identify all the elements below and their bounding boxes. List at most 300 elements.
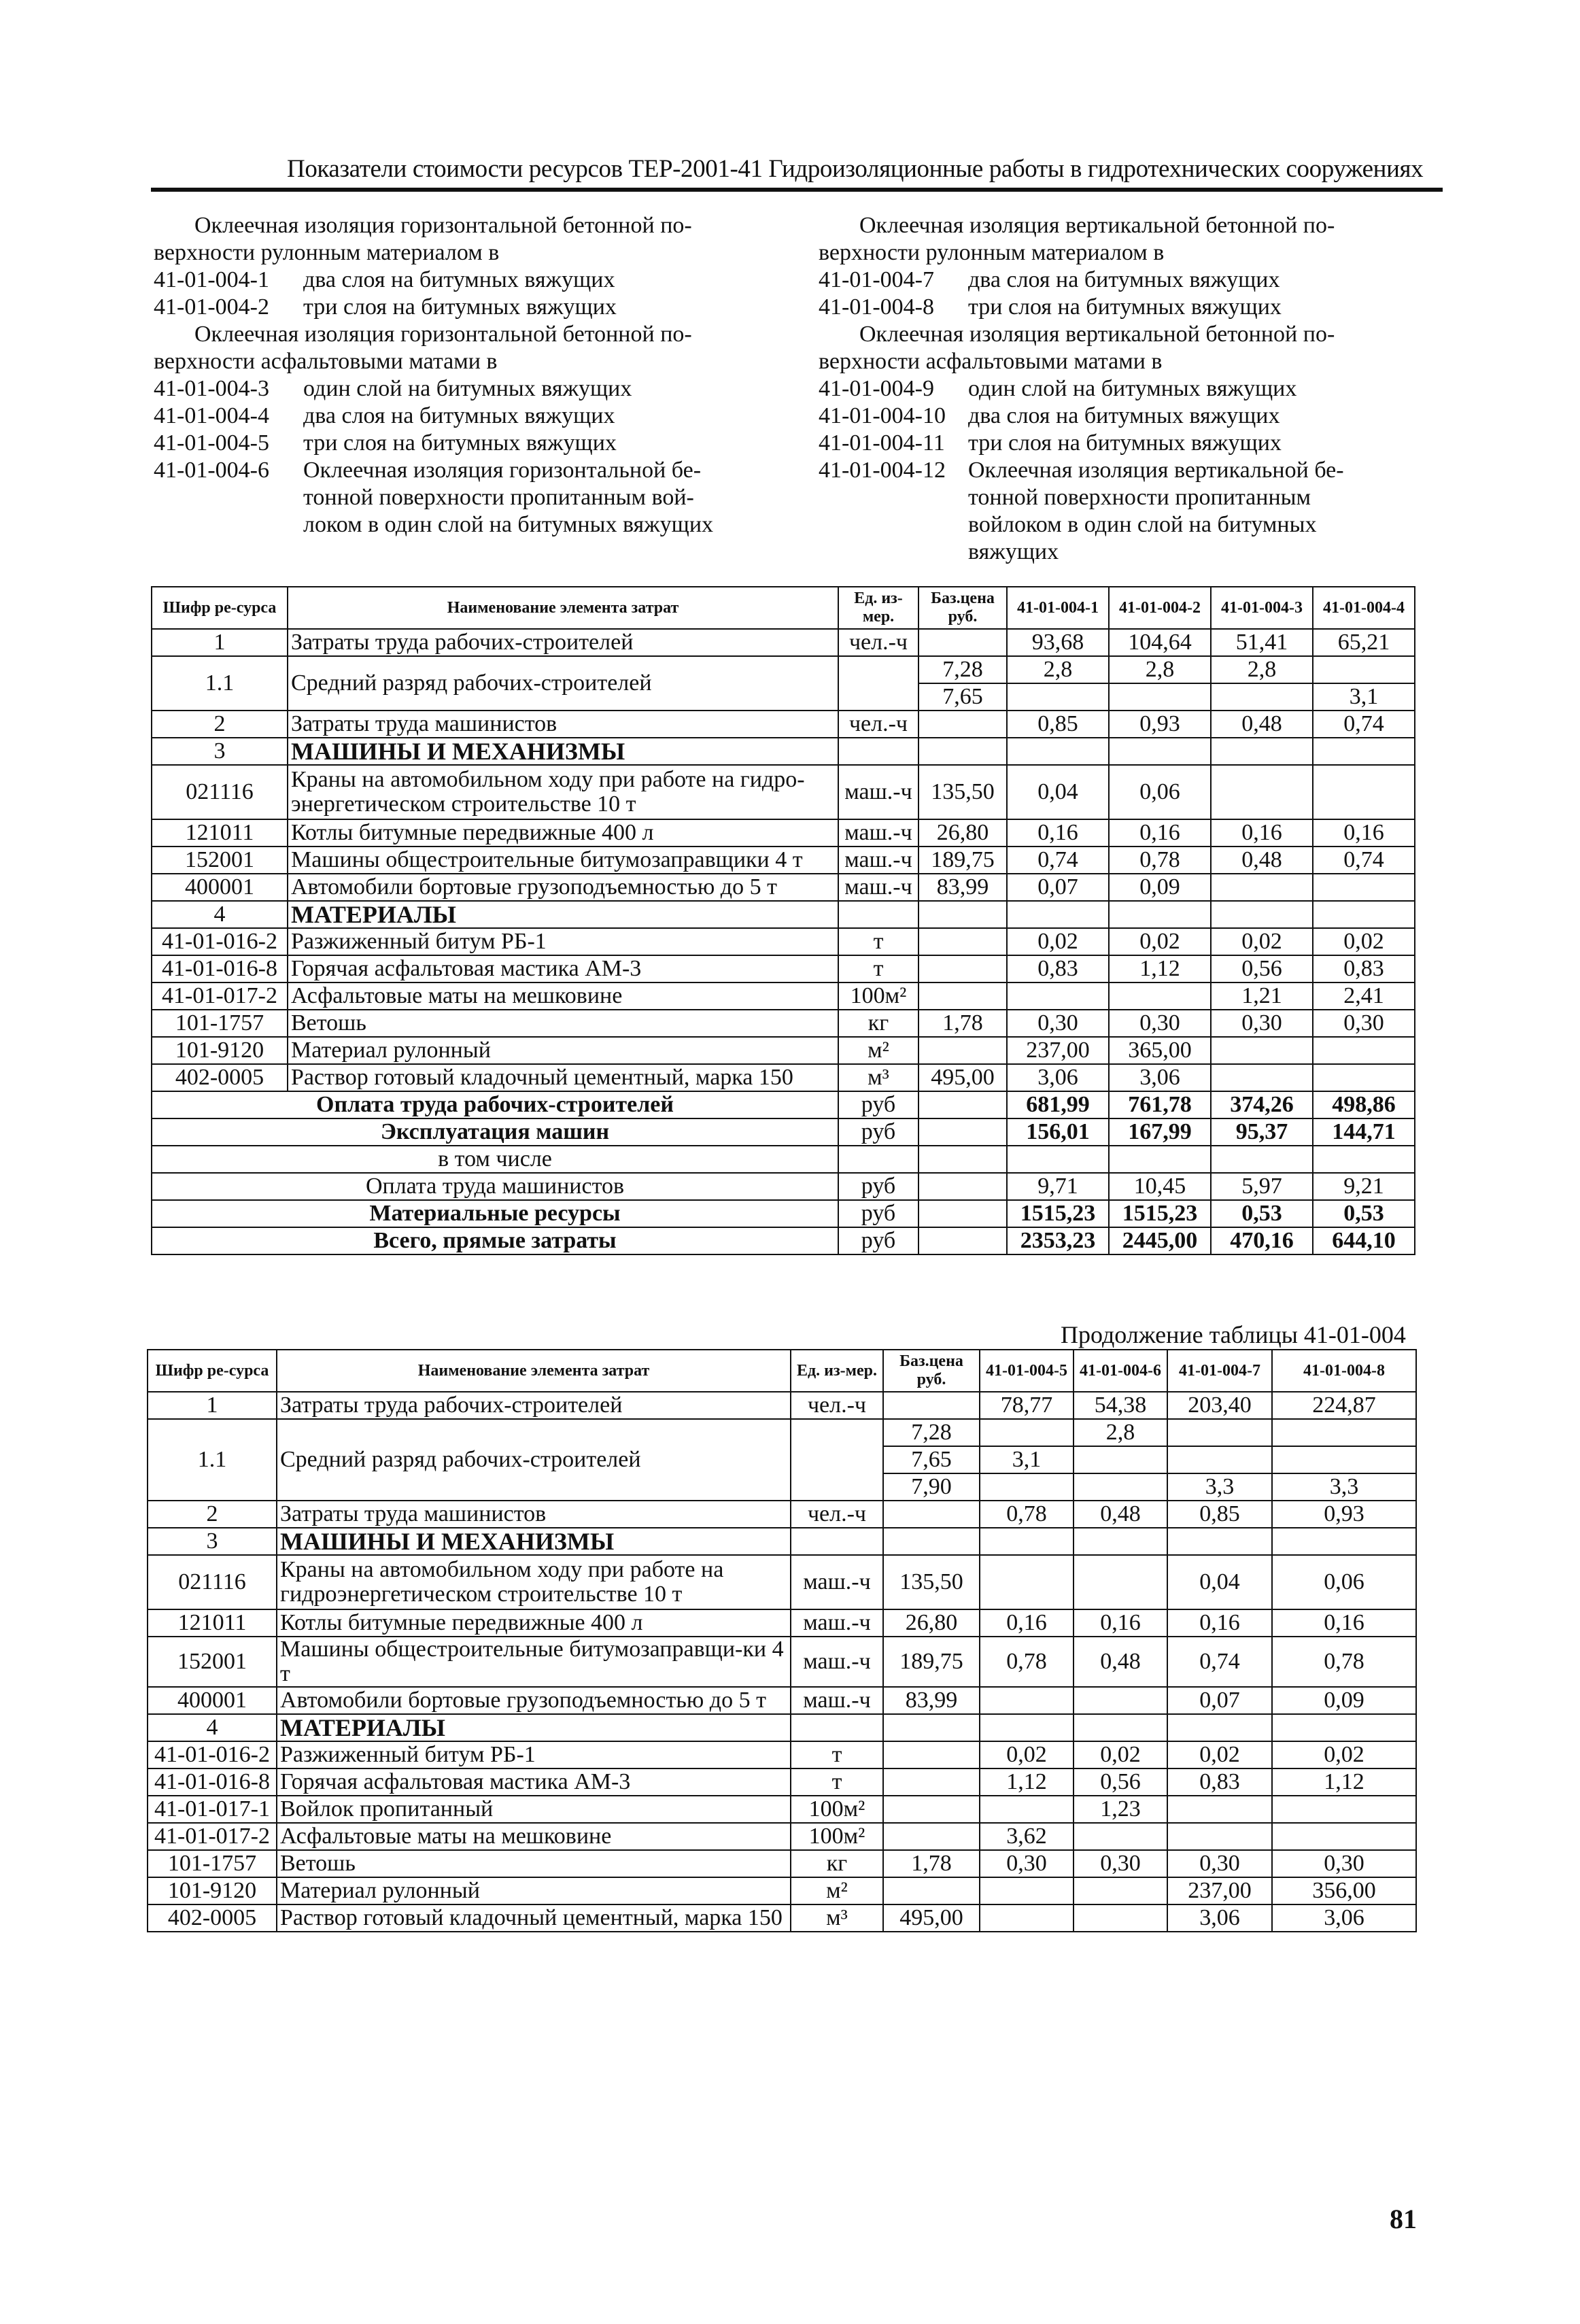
column-header: 41-01-004-3 xyxy=(1211,587,1313,629)
value-cell: 0,30 xyxy=(1313,1010,1415,1037)
column-header: 41-01-004-1 xyxy=(1007,587,1109,629)
value-cell: 0,78 xyxy=(1272,1637,1416,1687)
value-cell: 0,16 xyxy=(1211,819,1313,847)
element-name: Горячая асфальтовая мастика АМ-3 xyxy=(277,1768,791,1796)
resource-code: 101-9120 xyxy=(152,1037,288,1064)
value-cell xyxy=(1167,1823,1272,1850)
intro-text: три слоя на битумных вяжущих xyxy=(968,430,1282,456)
value-cell xyxy=(1313,901,1415,928)
value-cell: 0,16 xyxy=(1109,819,1211,847)
value-cell xyxy=(1272,1823,1416,1850)
intro-code: 41-01-004-2 xyxy=(154,294,269,320)
base-price xyxy=(883,1768,980,1796)
section-row xyxy=(148,1714,1416,1741)
intro-text: Оклеечная изоляция горизонтальной бе- xyxy=(303,458,702,483)
base-price xyxy=(918,901,1007,928)
summary-value xyxy=(1007,1146,1109,1173)
column-header: Шифр ре-сурса xyxy=(148,1350,277,1392)
value-cell xyxy=(1074,1473,1167,1501)
element-name: Автомобили бортовые грузоподъемностью до 5 т xyxy=(277,1687,791,1714)
column-header: Шифр ре-сурса xyxy=(152,587,288,629)
value-cell: 0,83 xyxy=(1167,1768,1272,1796)
resource-code: 101-1757 xyxy=(152,1010,288,1037)
intro-item xyxy=(154,484,800,511)
header-title: Показатели стоимости ресурсов ТЕР-2001-41 Гидроизоляционные работы в гидротехнических сооружениях xyxy=(287,155,1424,183)
value-cell: 0,93 xyxy=(1272,1501,1416,1528)
resource-code: 402-0005 xyxy=(152,1064,288,1091)
intro-item xyxy=(819,484,1464,511)
resource-code: 1 xyxy=(152,629,288,656)
element-name: Материал рулонный xyxy=(288,1037,838,1064)
value-cell xyxy=(1272,1419,1416,1446)
intro-item xyxy=(819,511,1464,539)
value-cell: 0,85 xyxy=(1007,711,1109,738)
resource-code: 2 xyxy=(148,1501,277,1528)
intro-item xyxy=(819,403,1464,430)
intro-text: войлоком в один слой на битумных xyxy=(968,512,1317,537)
value-cell xyxy=(1074,1823,1167,1850)
value-cell: 0,30 xyxy=(1007,1010,1109,1037)
summary-unit: руб xyxy=(838,1118,918,1146)
summary-value: 1515,23 xyxy=(1109,1200,1211,1227)
column-header: 41-01-004-8 xyxy=(1272,1350,1416,1392)
table-row xyxy=(152,847,1415,874)
base-price: 1,78 xyxy=(918,1010,1007,1037)
value-cell: 0,30 xyxy=(1074,1850,1167,1877)
unit xyxy=(838,901,918,928)
value-cell xyxy=(1313,656,1415,683)
element-name: Котлы битумные передвижные 400 л xyxy=(277,1609,791,1637)
value-cell: 0,09 xyxy=(1272,1687,1416,1714)
summary-label: Оплата труда машинистов xyxy=(152,1173,838,1200)
table-row xyxy=(148,1609,1416,1637)
intro-item xyxy=(154,375,800,403)
table-row xyxy=(148,1637,1416,1687)
intro-item xyxy=(819,267,1464,294)
value-cell: 0,16 xyxy=(980,1609,1074,1637)
intro-heading: Оклеечная изоляция вертикальной бетонной по- xyxy=(859,213,1335,238)
summary-value: 9,71 xyxy=(1007,1173,1109,1200)
value-cell: 0,16 xyxy=(1007,819,1109,847)
intro-text: тонной поверхности пропитанным вой- xyxy=(303,485,694,510)
intro-text: вяжущих xyxy=(968,539,1059,564)
summary-row xyxy=(152,1146,1415,1173)
summary-value: 0,53 xyxy=(1211,1200,1313,1227)
intro-text: Оклеечная изоляция вертикальной бе- xyxy=(968,458,1344,483)
element-name: Средний разряд рабочих-строителей xyxy=(277,1419,791,1501)
value-cell: 3,62 xyxy=(980,1823,1074,1850)
base-price: 7,90 xyxy=(883,1473,980,1501)
element-name: Разжиженный битум РБ-1 xyxy=(288,928,838,955)
value-cell: 0,02 xyxy=(1007,928,1109,955)
element-name: Ветошь xyxy=(277,1850,791,1877)
value-cell xyxy=(1109,683,1211,711)
intro-heading: верхности рулонным материалом в xyxy=(154,240,500,265)
base-price xyxy=(883,1796,980,1823)
resource-code: 101-9120 xyxy=(148,1877,277,1904)
summary-value: 470,16 xyxy=(1211,1227,1313,1254)
value-cell xyxy=(1272,1528,1416,1555)
value-cell: 93,68 xyxy=(1007,629,1109,656)
summary-value: 156,01 xyxy=(1007,1118,1109,1146)
unit: маш.-ч xyxy=(838,765,918,819)
summary-row xyxy=(152,1200,1415,1227)
value-cell xyxy=(980,1877,1074,1904)
value-cell: 0,74 xyxy=(1313,847,1415,874)
unit: м³ xyxy=(838,1064,918,1091)
unit: кг xyxy=(838,1010,918,1037)
value-cell xyxy=(1272,1796,1416,1823)
table-row xyxy=(152,656,1415,683)
value-cell: 0,30 xyxy=(1272,1850,1416,1877)
base-price: 495,00 xyxy=(883,1904,980,1932)
summary-value: 0,53 xyxy=(1313,1200,1415,1227)
summary-value: 9,21 xyxy=(1313,1173,1415,1200)
value-cell xyxy=(1167,1419,1272,1446)
table-row xyxy=(148,1877,1416,1904)
value-cell: 3,3 xyxy=(1272,1473,1416,1501)
element-name: Краны на автомобильном ходу при работе на гидроэнергетическом строительстве 10 т xyxy=(277,1555,791,1609)
intro-code: 41-01-004-12 xyxy=(819,458,946,483)
unit: м³ xyxy=(791,1904,883,1932)
value-cell xyxy=(1313,738,1415,765)
base-price xyxy=(883,1877,980,1904)
value-cell xyxy=(980,1904,1074,1932)
intro-heading: верхности асфальтовыми матами в xyxy=(154,349,498,374)
table-row xyxy=(148,1687,1416,1714)
value-cell xyxy=(980,1687,1074,1714)
value-cell xyxy=(1313,1037,1415,1064)
intro-item xyxy=(154,457,800,484)
value-cell: 65,21 xyxy=(1313,629,1415,656)
table-row xyxy=(152,1010,1415,1037)
value-cell xyxy=(1211,1037,1313,1064)
value-cell: 0,83 xyxy=(1313,955,1415,982)
table-row xyxy=(148,1850,1416,1877)
value-cell: 1,12 xyxy=(1272,1768,1416,1796)
summary-price-blank xyxy=(918,1118,1007,1146)
intro-code: 41-01-004-4 xyxy=(154,403,269,428)
value-cell: 0,74 xyxy=(1007,847,1109,874)
unit: т xyxy=(791,1741,883,1768)
intro-text: два слоя на битумных вяжущих xyxy=(968,403,1280,428)
value-cell xyxy=(1074,1528,1167,1555)
intro-item xyxy=(154,267,800,294)
intro-text: один слой на битумных вяжущих xyxy=(968,376,1297,401)
intro-code: 41-01-004-10 xyxy=(819,403,946,428)
value-cell: 1,12 xyxy=(980,1768,1074,1796)
intro-left-list xyxy=(154,212,800,539)
value-cell: 0,02 xyxy=(1167,1741,1272,1768)
intro-item xyxy=(154,321,800,348)
element-name: Краны на автомобильном ходу при работе на гидро-энергетическом строительстве 10 т xyxy=(288,765,838,819)
base-price: 7,28 xyxy=(883,1419,980,1446)
base-price: 495,00 xyxy=(918,1064,1007,1091)
table-row xyxy=(152,629,1415,656)
intro-item xyxy=(154,403,800,430)
resource-code: 4 xyxy=(148,1714,277,1741)
value-cell xyxy=(1074,1687,1167,1714)
unit: маш.-ч xyxy=(791,1687,883,1714)
table-row xyxy=(152,874,1415,901)
value-cell xyxy=(980,1796,1074,1823)
intro-text: три слоя на битумных вяжущих xyxy=(303,294,617,320)
resource-code: 152001 xyxy=(152,847,288,874)
intro-item xyxy=(819,348,1464,375)
table-row xyxy=(152,1037,1415,1064)
resource-code: 41-01-017-2 xyxy=(148,1823,277,1850)
intro-item xyxy=(819,294,1464,321)
column-header: Баз.цена руб. xyxy=(883,1350,980,1392)
value-cell: 0,02 xyxy=(1272,1741,1416,1768)
unit: т xyxy=(838,955,918,982)
value-cell: 0,74 xyxy=(1313,711,1415,738)
base-price xyxy=(883,1823,980,1850)
summary-value xyxy=(1313,1146,1415,1173)
continuation-label: Продолжение таблицы 41-01-004 xyxy=(1061,1321,1406,1348)
unit: маш.-ч xyxy=(791,1609,883,1637)
value-cell xyxy=(1211,765,1313,819)
value-cell: 0,83 xyxy=(1007,955,1109,982)
table-row xyxy=(152,711,1415,738)
page-number: 81 xyxy=(1390,2204,1417,2234)
unit: 100м² xyxy=(791,1796,883,1823)
summary-price-blank xyxy=(918,1091,1007,1118)
table-row xyxy=(148,1823,1416,1850)
base-price: 135,50 xyxy=(883,1555,980,1609)
column-header: Наименование элемента затрат xyxy=(288,587,838,629)
summary-row xyxy=(152,1173,1415,1200)
summary-label: в том числе xyxy=(152,1146,838,1173)
base-price: 7,65 xyxy=(883,1446,980,1473)
summary-value: 2445,00 xyxy=(1109,1227,1211,1254)
base-price xyxy=(918,1037,1007,1064)
value-cell: 78,77 xyxy=(980,1392,1074,1419)
resource-code: 3 xyxy=(152,738,288,765)
intro-text: два слоя на битумных вяжущих xyxy=(968,267,1280,292)
value-cell: 3,06 xyxy=(1272,1904,1416,1932)
unit: кг xyxy=(791,1850,883,1877)
value-cell: 1,12 xyxy=(1109,955,1211,982)
column-header: 41-01-004-4 xyxy=(1313,587,1415,629)
intro-item xyxy=(819,239,1464,267)
value-cell: 0,07 xyxy=(1167,1687,1272,1714)
table-row xyxy=(148,1741,1416,1768)
value-cell: 0,30 xyxy=(1211,1010,1313,1037)
base-price: 189,75 xyxy=(883,1637,980,1687)
value-cell xyxy=(1109,901,1211,928)
value-cell: 0,02 xyxy=(1109,928,1211,955)
value-cell xyxy=(1109,982,1211,1010)
value-cell: 2,8 xyxy=(1211,656,1313,683)
value-cell: 356,00 xyxy=(1272,1877,1416,1904)
element-name: Войлок пропитанный xyxy=(277,1796,791,1823)
value-cell: 2,8 xyxy=(1109,656,1211,683)
element-name: Затраты труда рабочих-строителей xyxy=(277,1392,791,1419)
resource-code: 41-01-016-8 xyxy=(152,955,288,982)
value-cell: 2,41 xyxy=(1313,982,1415,1010)
value-cell xyxy=(1007,901,1109,928)
intro-item xyxy=(154,212,800,239)
resource-code: 41-01-017-1 xyxy=(148,1796,277,1823)
element-name: МАТЕРИАЛЫ xyxy=(288,901,838,928)
intro-code: 41-01-004-9 xyxy=(819,376,934,401)
intro-item xyxy=(819,539,1464,566)
value-cell: 51,41 xyxy=(1211,629,1313,656)
section-row xyxy=(152,901,1415,928)
element-name: Затраты труда машинистов xyxy=(277,1501,791,1528)
summary-value: 374,26 xyxy=(1211,1091,1313,1118)
cost-table-1 xyxy=(151,586,1415,1255)
summary-unit: руб xyxy=(838,1173,918,1200)
intro-text: три слоя на битумных вяжущих xyxy=(303,430,617,456)
value-cell: 0,06 xyxy=(1109,765,1211,819)
summary-row xyxy=(152,1118,1415,1146)
cost-table-2 xyxy=(147,1349,1417,1932)
unit: маш.-ч xyxy=(838,819,918,847)
value-cell xyxy=(980,1473,1074,1501)
intro-item xyxy=(154,294,800,321)
intro-text: два слоя на битумных вяжущих xyxy=(303,403,615,428)
summary-row xyxy=(152,1227,1415,1254)
resource-code: 021116 xyxy=(152,765,288,819)
element-name: Затраты труда рабочих-строителей xyxy=(288,629,838,656)
table-row xyxy=(152,928,1415,955)
intro-item xyxy=(154,348,800,375)
section-row xyxy=(148,1528,1416,1555)
value-cell: 1,21 xyxy=(1211,982,1313,1010)
intro-code-spacer xyxy=(819,511,968,539)
summary-value: 681,99 xyxy=(1007,1091,1109,1118)
value-cell xyxy=(1211,738,1313,765)
value-cell: 203,40 xyxy=(1167,1392,1272,1419)
summary-row xyxy=(152,1091,1415,1118)
value-cell: 54,38 xyxy=(1074,1392,1167,1419)
value-cell: 0,30 xyxy=(1109,1010,1211,1037)
value-cell: 0,30 xyxy=(980,1850,1074,1877)
element-name: МАШИНЫ И МЕХАНИЗМЫ xyxy=(288,738,838,765)
value-cell: 0,74 xyxy=(1167,1637,1272,1687)
column-header: Ед. из-мер. xyxy=(791,1350,883,1392)
resource-code: 41-01-016-2 xyxy=(148,1741,277,1768)
element-name: Горячая асфальтовая мастика АМ-3 xyxy=(288,955,838,982)
value-cell: 2,8 xyxy=(1007,656,1109,683)
summary-value: 167,99 xyxy=(1109,1118,1211,1146)
column-header: 41-01-004-6 xyxy=(1074,1350,1167,1392)
summary-label: Оплата труда рабочих-строителей xyxy=(152,1091,838,1118)
resource-code: 152001 xyxy=(148,1637,277,1687)
unit: маш.-ч xyxy=(791,1637,883,1687)
table-row xyxy=(148,1904,1416,1932)
value-cell xyxy=(1211,683,1313,711)
resource-code: 1.1 xyxy=(152,656,288,711)
value-cell: 3,06 xyxy=(1167,1904,1272,1932)
value-cell: 0,09 xyxy=(1109,874,1211,901)
value-cell: 0,16 xyxy=(1313,819,1415,847)
intro-code: 41-01-004-3 xyxy=(154,376,269,401)
element-name: Материал рулонный xyxy=(277,1877,791,1904)
intro-item xyxy=(819,375,1464,403)
value-cell xyxy=(980,1419,1074,1446)
table-row xyxy=(152,1064,1415,1091)
table-row xyxy=(148,1768,1416,1796)
table-header-row xyxy=(152,587,1415,629)
value-cell: 3,06 xyxy=(1109,1064,1211,1091)
element-name: Разжиженный битум РБ-1 xyxy=(277,1741,791,1768)
intro-heading: верхности асфальтовыми матами в xyxy=(819,349,1163,374)
value-cell xyxy=(1167,1446,1272,1473)
column-header: Ед. из-мер. xyxy=(838,587,918,629)
value-cell: 0,02 xyxy=(980,1741,1074,1768)
summary-price-blank xyxy=(918,1146,1007,1173)
value-cell xyxy=(1007,683,1109,711)
column-header: 41-01-004-2 xyxy=(1109,587,1211,629)
summary-value: 761,78 xyxy=(1109,1091,1211,1118)
base-price xyxy=(883,1501,980,1528)
summary-price-blank xyxy=(918,1173,1007,1200)
value-cell: 2,8 xyxy=(1074,1419,1167,1446)
value-cell: 0,48 xyxy=(1074,1637,1167,1687)
unit: т xyxy=(838,928,918,955)
value-cell: 0,30 xyxy=(1167,1850,1272,1877)
element-name: Затраты труда машинистов xyxy=(288,711,838,738)
table-row xyxy=(152,955,1415,982)
summary-value xyxy=(1109,1146,1211,1173)
intro-item xyxy=(154,430,800,457)
table-row xyxy=(148,1555,1416,1609)
base-price: 1,78 xyxy=(883,1850,980,1877)
unit xyxy=(838,738,918,765)
value-cell: 0,93 xyxy=(1109,711,1211,738)
intro-code: 41-01-004-6 xyxy=(154,458,269,483)
value-cell xyxy=(1074,1555,1167,1609)
intro-code: 41-01-004-8 xyxy=(819,294,934,320)
intro-heading: Оклеечная изоляция горизонтальной бетонной по- xyxy=(194,322,692,347)
resource-code: 400001 xyxy=(152,874,288,901)
column-header: Наименование элемента затрат xyxy=(277,1350,791,1392)
unit: чел.-ч xyxy=(791,1501,883,1528)
unit: т xyxy=(791,1768,883,1796)
value-cell xyxy=(1167,1796,1272,1823)
value-cell: 224,87 xyxy=(1272,1392,1416,1419)
intro-heading: верхности рулонным материалом в xyxy=(819,240,1165,265)
intro-code: 41-01-004-7 xyxy=(819,267,934,292)
value-cell: 237,00 xyxy=(1007,1037,1109,1064)
summary-unit: руб xyxy=(838,1227,918,1254)
value-cell xyxy=(1272,1714,1416,1741)
summary-unit: руб xyxy=(838,1200,918,1227)
value-cell xyxy=(1211,901,1313,928)
unit: чел.-ч xyxy=(838,629,918,656)
table-row xyxy=(152,765,1415,819)
unit xyxy=(791,1528,883,1555)
intro-item xyxy=(154,239,800,267)
element-name: Котлы битумные передвижные 400 л xyxy=(288,819,838,847)
summary-value: 10,45 xyxy=(1109,1173,1211,1200)
value-cell xyxy=(1074,1904,1167,1932)
value-cell: 0,04 xyxy=(1007,765,1109,819)
resource-code: 4 xyxy=(152,901,288,928)
summary-label: Всего, прямые затраты xyxy=(152,1227,838,1254)
resource-code: 1 xyxy=(148,1392,277,1419)
value-cell xyxy=(1211,1064,1313,1091)
element-name: МАТЕРИАЛЫ xyxy=(277,1714,791,1741)
value-cell: 237,00 xyxy=(1167,1877,1272,1904)
value-cell xyxy=(1167,1528,1272,1555)
intro-code-spacer xyxy=(154,511,303,539)
value-cell: 0,56 xyxy=(1211,955,1313,982)
resource-code: 400001 xyxy=(148,1687,277,1714)
